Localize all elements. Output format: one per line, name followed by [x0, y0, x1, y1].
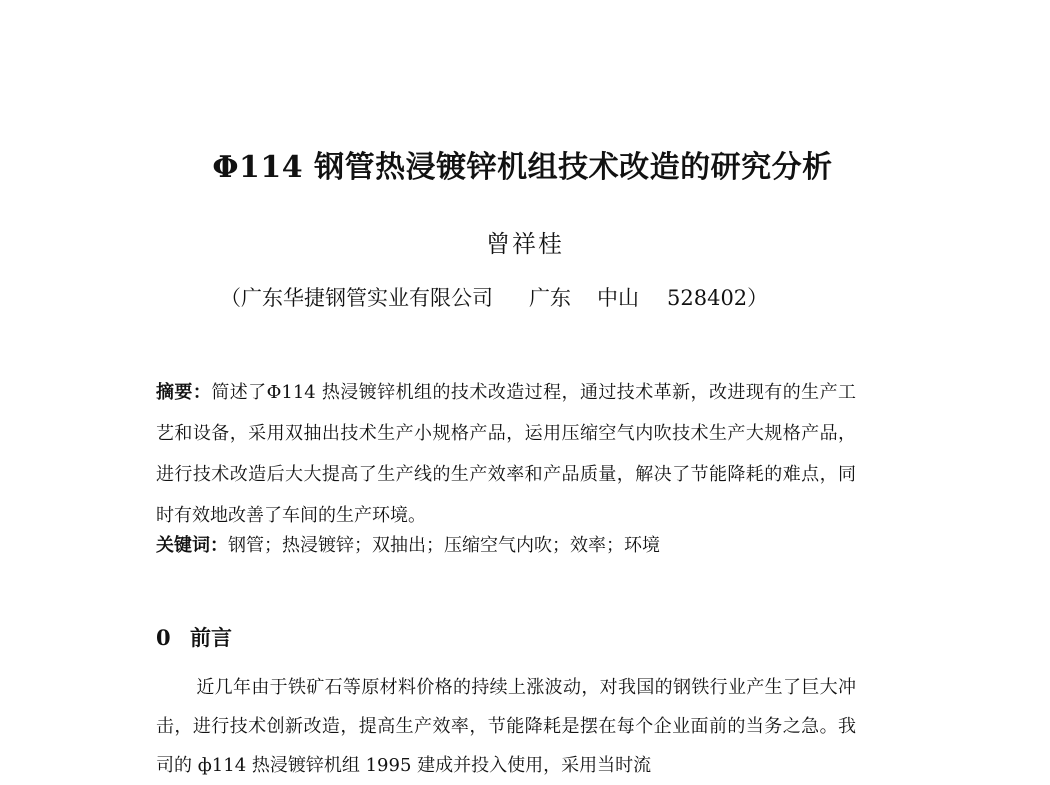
- affiliation-open-paren: （: [220, 286, 241, 310]
- keywords-label: 关键词：: [156, 535, 228, 556]
- affiliation-org: 广东华捷钢管实业有限公司: [241, 286, 493, 310]
- body-paragraph-text: 近几年由于铁矿石等原材料价格的持续上涨波动，对我国的钢铁行业产生了巨大冲击，进行技术创新改造，提高生产效率，节能降耗是摆在每个企业面前的当务之急。我司的 ф114 热浸镀锌机组 1995 建成并投入使用，采用当时流: [156, 677, 856, 776]
- affiliation-close-paren: ）: [747, 286, 769, 310]
- body-paragraph: [156, 668, 856, 785]
- abstract: [156, 372, 856, 536]
- section-number: 0: [156, 625, 171, 650]
- abstract-label: 摘要：: [156, 382, 212, 403]
- paper-title: Φ114 钢管热浸镀锌机组技术改造的研究分析: [212, 150, 833, 185]
- affiliation-postcode: 528402: [667, 286, 748, 310]
- affiliation-province: 广东: [529, 286, 571, 310]
- section-heading: [156, 622, 232, 652]
- author-affiliation: [220, 282, 768, 312]
- section-title: 前言: [190, 625, 232, 650]
- author-name: 曾祥桂: [486, 230, 564, 258]
- keywords: [156, 532, 856, 560]
- abstract-text: 简述了Φ114 热浸镀锌机组的技术改造过程，通过技术革新，改进现有的生产工艺和设备，采用双抽出技术生产小规格产品，运用压缩空气内吹技术生产大规格产品，进行技术改造后大大提高了生产线的生产效率和产品质量，解决了节能降耗的难点，同时有效地改善了车间的生产环境。: [156, 382, 857, 526]
- keywords-text: 钢管；热浸镀锌；双抽出；压缩空气内吹；效率；环境: [228, 535, 660, 556]
- affiliation-city: 中山: [597, 286, 639, 310]
